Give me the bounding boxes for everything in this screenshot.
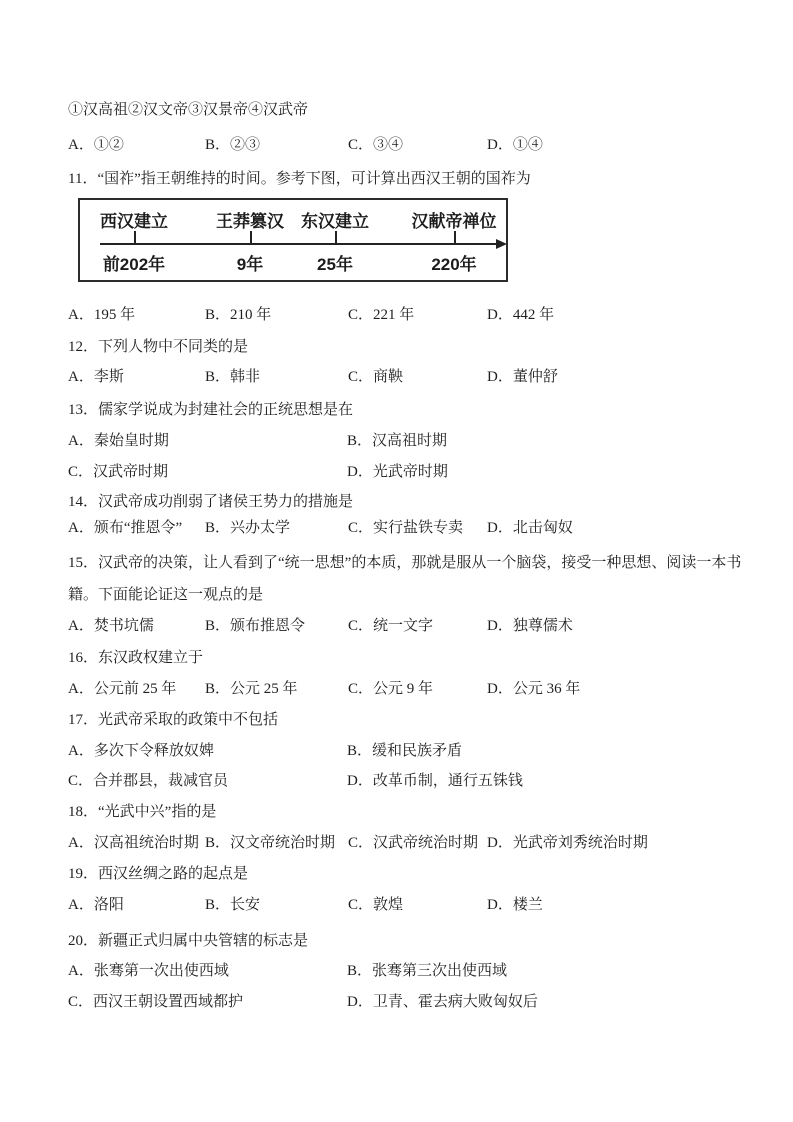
event-label-year: 25年 xyxy=(317,255,353,274)
question-18-options-row xyxy=(68,831,728,853)
question-11-options-row xyxy=(68,303,728,325)
event-label-year: 9年 xyxy=(236,255,264,274)
option-a: A．汉高祖统治时期 xyxy=(68,835,199,851)
option-c: C．敦煌 xyxy=(348,897,404,913)
carryover-text: ①汉高祖②汉文帝③汉景帝④汉武帝 xyxy=(68,102,309,118)
carryover-options-row xyxy=(68,133,728,155)
option-c: C．商鞅 xyxy=(348,369,404,385)
timeline-figure xyxy=(78,198,508,282)
option-b: B．汉高祖时期 xyxy=(347,433,448,449)
option-d: D．①④ xyxy=(487,137,543,153)
question-13-stem-row xyxy=(68,398,728,420)
option-b: B．汉文帝统治时期 xyxy=(205,835,336,851)
option-c: C．③④ xyxy=(348,137,404,153)
option-a: A．颁布“推恩令” xyxy=(68,520,183,536)
timeline-axis xyxy=(100,243,496,245)
option-c: C．221 年 xyxy=(348,307,415,323)
question-20-stem-row xyxy=(68,929,728,951)
option-c: C．西汉王朝设置西域都护 xyxy=(68,994,244,1010)
option-b: B．张骞第三次出使西域 xyxy=(347,963,508,979)
option-b: B．缓和民族矛盾 xyxy=(347,743,463,759)
event-label-top: 东汉建立 xyxy=(301,212,369,231)
question-12-stem-row xyxy=(68,335,728,357)
option-c: C．合并郡县，裁减官员 xyxy=(68,773,229,789)
option-c: C．汉武帝统治时期 xyxy=(348,835,479,851)
option-c: C．统一文字 xyxy=(348,618,434,634)
option-d: D．改革币制，通行五铢钱 xyxy=(347,773,523,789)
question-18-stem-row xyxy=(68,800,728,822)
question-15-stem-row-2 xyxy=(68,583,728,605)
option-d: D．楼兰 xyxy=(487,897,543,913)
axis-arrow-icon xyxy=(496,239,507,249)
question-15-stem-row-1 xyxy=(68,551,742,573)
question-17-options-row-1 xyxy=(68,739,728,761)
question-15-options-row xyxy=(68,614,728,636)
option-a: A．①② xyxy=(68,137,124,153)
question-16-stem: 16．东汉政权建立于 xyxy=(68,650,204,666)
option-a: A．焚书坑儒 xyxy=(68,618,154,634)
option-d: D．董仲舒 xyxy=(487,369,558,385)
question-12-stem: 12．下列人物中不同类的是 xyxy=(68,339,249,355)
question-14-stem-row xyxy=(68,490,728,512)
option-b: B．韩非 xyxy=(205,369,261,385)
question-17-options-row-2 xyxy=(68,769,728,791)
option-b: B．兴办太学 xyxy=(205,520,291,536)
option-b: B．长安 xyxy=(205,897,261,913)
option-d: D．卫青、霍去病大败匈奴后 xyxy=(347,994,538,1010)
option-a: A．洛阳 xyxy=(68,897,124,913)
question-14-stem: 14．汉武帝成功削弱了诸侯王势力的措施是 xyxy=(68,494,354,510)
question-17-stem-row xyxy=(68,708,728,730)
question-13-options-row-1 xyxy=(68,429,728,451)
event-label-year: 220年 xyxy=(431,255,477,274)
option-c: C．实行盐铁专卖 xyxy=(348,520,464,536)
question-19-options-row xyxy=(68,893,728,915)
option-a: A．公元前 25 年 xyxy=(68,681,177,697)
option-c: C．汉武帝时期 xyxy=(68,464,169,480)
option-d: D．北击匈奴 xyxy=(487,520,573,536)
question-12-options-row xyxy=(68,365,728,387)
question-11-stem: 11．“国祚”指王朝维持的时间。参考下图，可计算出西汉王朝的国祚为 xyxy=(68,171,531,187)
question-16-stem-row xyxy=(68,646,728,668)
question-20-options-row-2 xyxy=(68,990,728,1012)
option-a: A．张骞第一次出使西域 xyxy=(68,963,229,979)
option-a: A．李斯 xyxy=(68,369,124,385)
question-13-options-row-2 xyxy=(68,460,728,482)
option-b: B．公元 25 年 xyxy=(205,681,298,697)
question-15-stem-line1: 15．汉武帝的决策，让人看到了“统一思想”的本质，那就是服从一个脑袋，接受一种思想、阅读一本书 xyxy=(68,555,742,571)
question-11-stem-row xyxy=(68,167,728,189)
option-a: A．多次下令释放奴婢 xyxy=(68,743,214,759)
option-b: B．颁布推恩令 xyxy=(205,618,306,634)
event-label-year: 前202年 xyxy=(102,255,166,274)
question-14-options-row xyxy=(68,516,728,538)
question-19-stem: 19．西汉丝绸之路的起点是 xyxy=(68,866,249,882)
event-label-top: 王莽篡汉 xyxy=(216,212,284,231)
question-15-stem-line2: 籍。下面能论证这一观点的是 xyxy=(68,587,264,603)
option-d: D．光武帝刘秀统治时期 xyxy=(487,835,648,851)
event-label-top: 汉献帝禅位 xyxy=(411,212,497,231)
option-b: B．210 年 xyxy=(205,307,272,323)
question-17-stem: 17．光武帝采取的政策中不包括 xyxy=(68,712,279,728)
question-20-options-row-1 xyxy=(68,959,728,981)
option-a: A．195 年 xyxy=(68,307,136,323)
option-b: B．②③ xyxy=(205,137,261,153)
option-c: C．公元 9 年 xyxy=(348,681,434,697)
option-d: D．光武帝时期 xyxy=(347,464,448,480)
option-d: D．公元 36 年 xyxy=(487,681,581,697)
carryover-question-line xyxy=(68,98,728,120)
question-19-stem-row xyxy=(68,862,728,884)
option-d: D．442 年 xyxy=(487,307,555,323)
option-d: D．独尊儒术 xyxy=(487,618,573,634)
event-label-top: 西汉建立 xyxy=(100,212,168,231)
option-a: A．秦始皇时期 xyxy=(68,433,169,449)
question-13-stem: 13．儒家学说成为封建社会的正统思想是在 xyxy=(68,402,354,418)
question-16-options-row xyxy=(68,677,728,699)
question-20-stem: 20．新疆正式归属中央管辖的标志是 xyxy=(68,933,309,949)
question-18-stem: 18．“光武中兴”指的是 xyxy=(68,804,217,820)
